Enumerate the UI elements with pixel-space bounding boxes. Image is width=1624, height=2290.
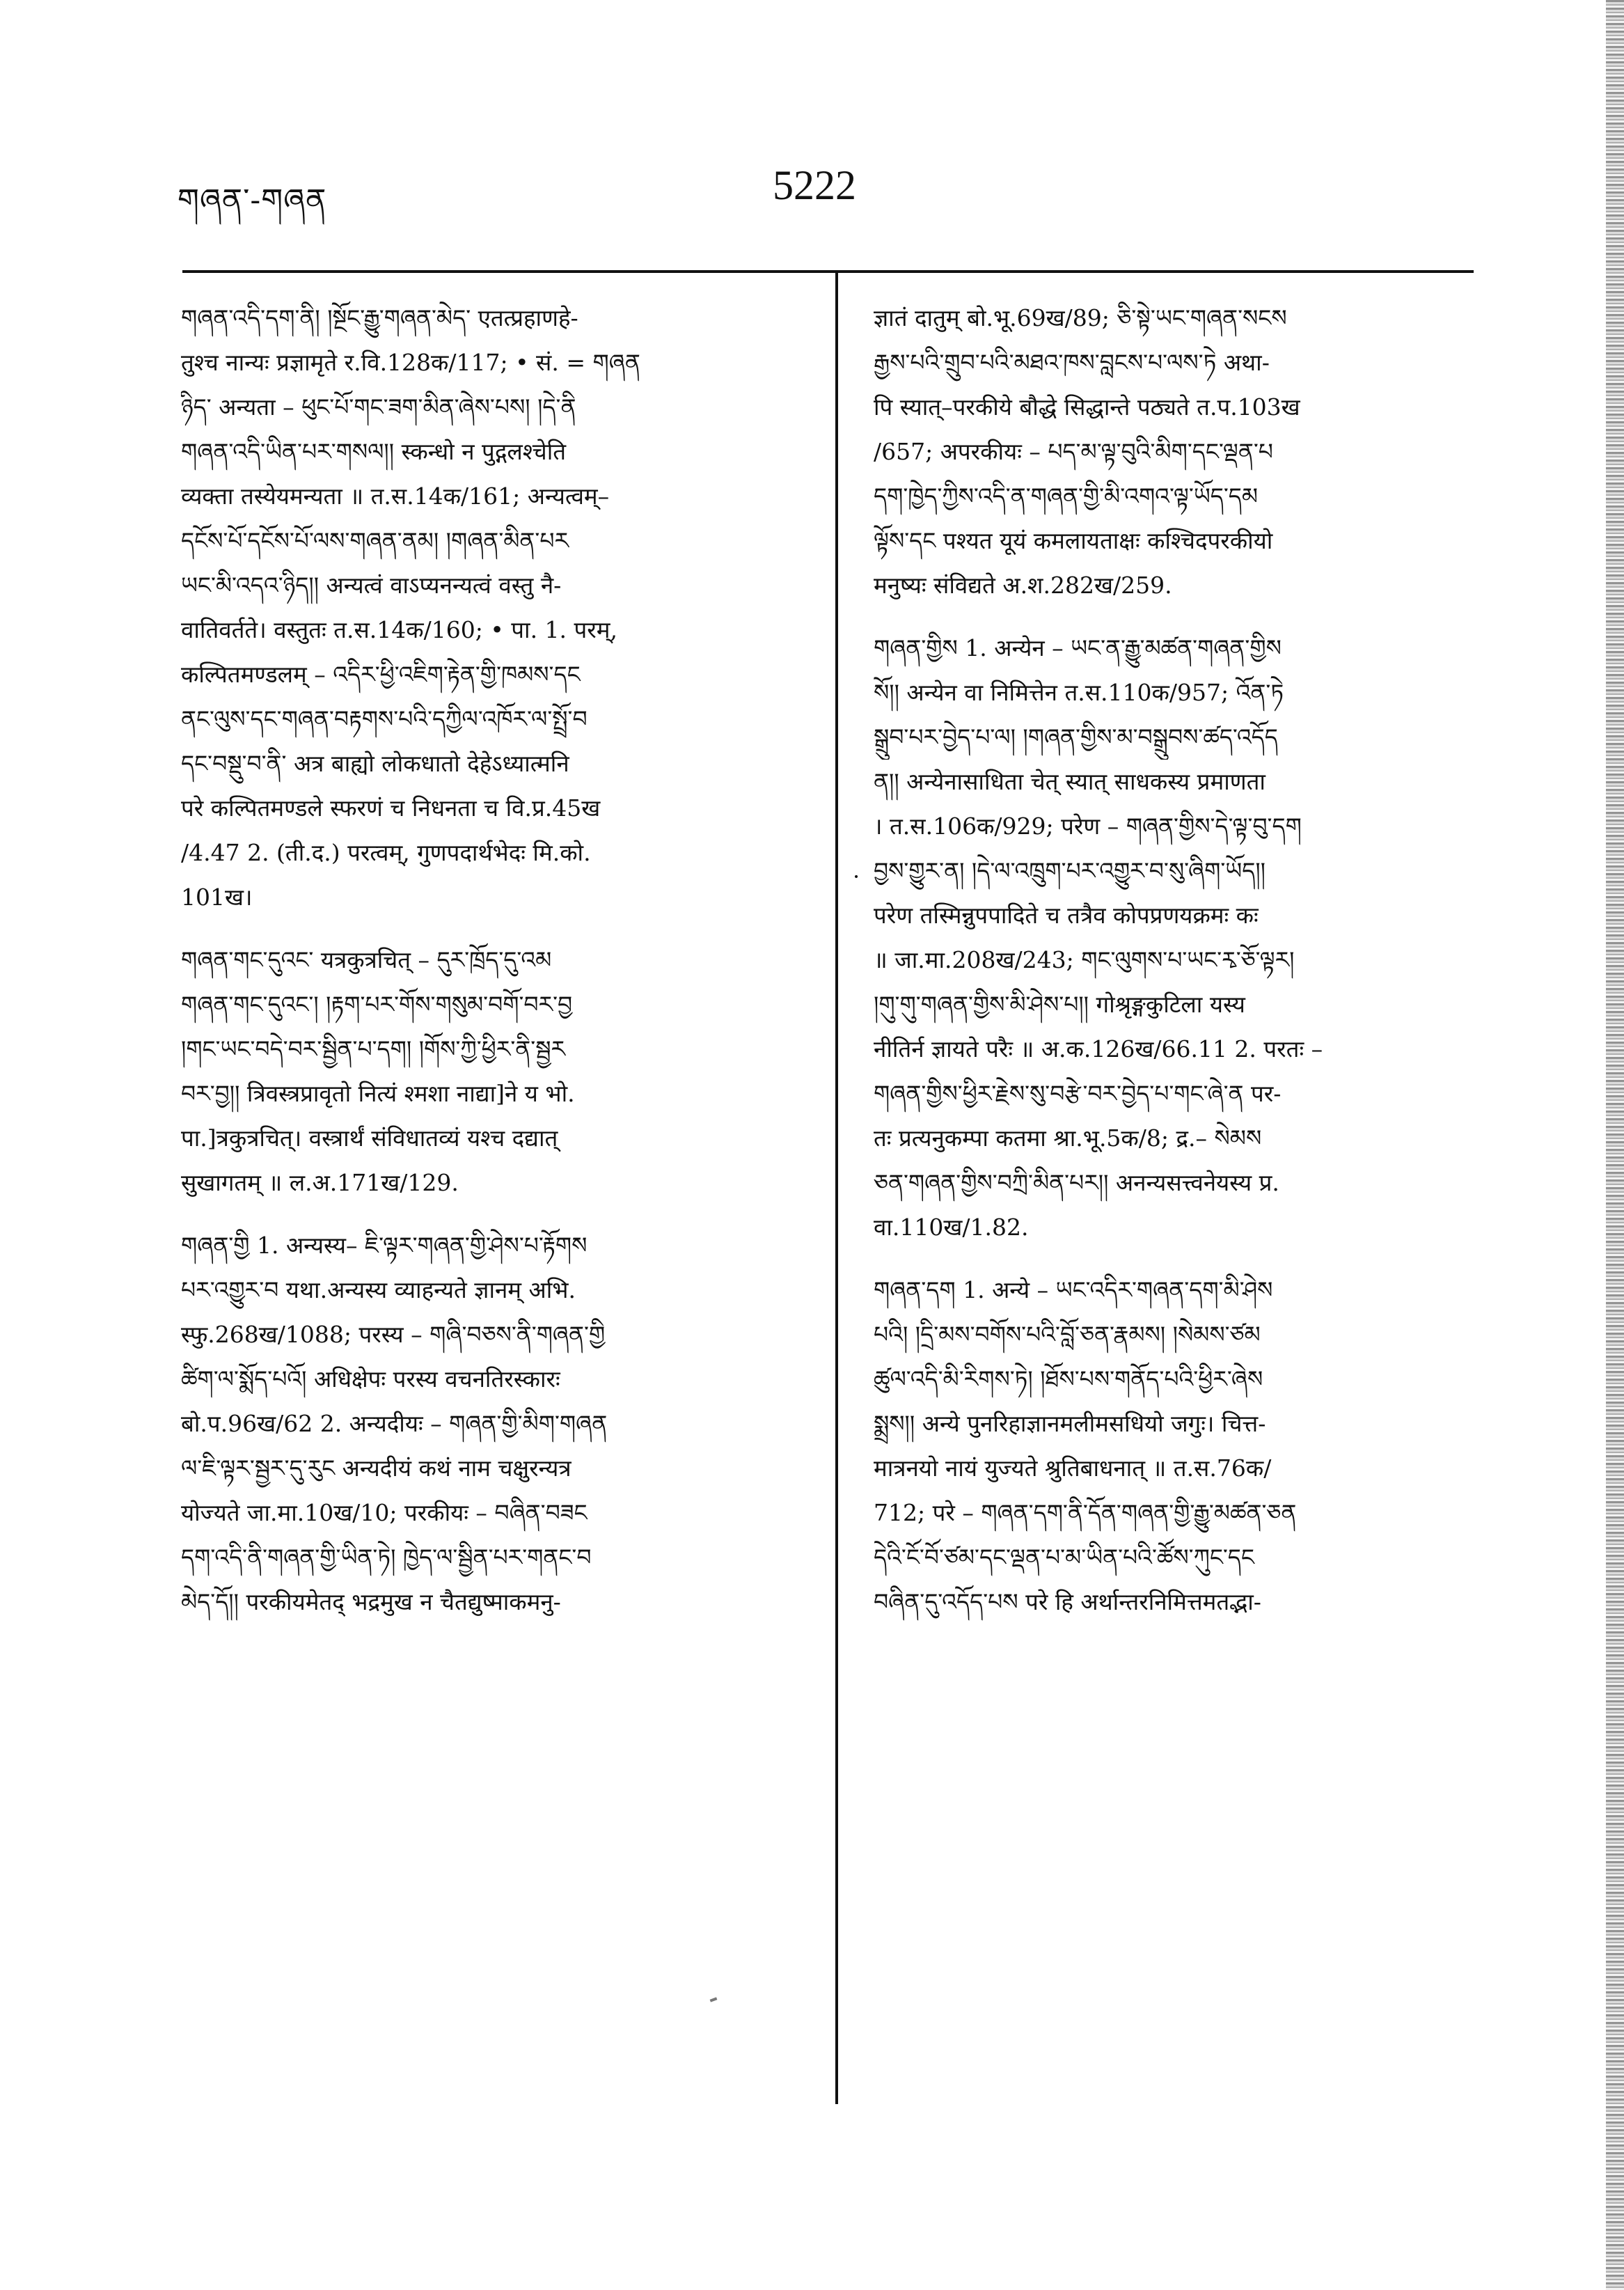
text-line: तुश्च नान्यः प्रज्ञामृते र.वि.128क/117; • सं. = གཞན bbox=[181, 349, 640, 376]
text-line: བྱས་གྱུར་ན། །དེ་ལ་འཁྲུག་པར་འགྱུར་བ་སུ་ཞིག་ཡོད།། bbox=[874, 857, 1266, 884]
text-line: परेण तस्मिन्नुपपादिते च तत्रैव कोपप्रणयक्रमः कः bbox=[874, 902, 1259, 929]
text-line: དག་ཁྱེད་ཀྱིས་འདི་ན་གཞན་གྱི་མི་འགའ་ལྟ་ཡོད་དམ bbox=[874, 483, 1259, 510]
text-line: नीतिर्न ज्ञायते परैः ॥ अ.क.126ख/66.11 2. परतः – bbox=[874, 1035, 1323, 1062]
left-column bbox=[181, 296, 794, 1624]
text-line: /657; अपरकीयः – པད་མ་ལྟ་བུའི་མིག་དང་ལྡན་པ bbox=[874, 438, 1273, 465]
text-line: ཚུལ་འདི་མི་རིགས་ཏེ། །ཐོས་པས་གནོད་པའི་ཕྱིར་ཞེས bbox=[874, 1365, 1263, 1393]
text-line: གཞན་གྱིས 1. अन्येन – ཡང་ན་རྒྱུ་མཚན་གཞན་གྱིས bbox=[874, 634, 1282, 661]
text-line: 101ख। bbox=[181, 884, 253, 911]
entry-block bbox=[874, 1268, 1472, 1624]
text-line: पि स्यात्–परकीये बौद्धे सिद्धान्ते पठ्यते त.प.103ख bbox=[874, 393, 1300, 421]
text-line: བར་བྱ།། त्रिवस्त्रप्रावृतो नित्यं श्मशा नाद्या]ने य भो. bbox=[181, 1080, 575, 1107]
text-line: དངོས་པོ་དངོས་པོ་ལས་གཞན་ནམ། །གཞན་མིན་པར bbox=[181, 527, 569, 554]
top-rule bbox=[182, 270, 1474, 273]
text-line: ॥ जा.मा.208ख/243; གང་ལུགས་པ་ཡང་རྭ་ཅོ་ལྟར། bbox=[874, 946, 1295, 973]
text-line: व्यक्ता तस्येयमन्यता ॥ त.स.14क/161; अन्यत्वम्– bbox=[181, 483, 610, 510]
text-line: ལྟོས་དང पश्यत यूयं कमलायताक्षः कश्चिदपरकीयो bbox=[874, 527, 1273, 554]
text-line: པའི། །དྲི་མས་བགོས་པའི་བློ་ཅན་རྣམས། །སེམས་ཙམ bbox=[874, 1321, 1261, 1348]
text-line: དང་བསྡུ་བ་ནི་ अत्र बाह्यो लोकधातो देहेऽध्यात्मनि bbox=[181, 750, 569, 777]
text-line: སོ།། अन्येन वा निमित्तेन त.स.110क/957; འོན་ཏེ bbox=[874, 679, 1284, 706]
running-head: གཞན་-གཞན bbox=[178, 182, 327, 218]
text-line: ལ་ཇི་ལྟར་སྦྱར་དུ་རུང अन्यदीयं कथं नाम चक्षुरन्यत्र bbox=[181, 1454, 571, 1482]
text-line: योज्यते जा.मा.10ख/10; परकीयः – བཞིན་བཟང bbox=[181, 1499, 588, 1526]
text-line: དག་འདི་ནི་གཞན་གྱི་ཡིན་ཏེ། ཁྱེད་ལ་སྦྱིན་པར་གནང་བ bbox=[181, 1544, 592, 1571]
column-divider bbox=[835, 273, 838, 2104]
text-line: ནང་ལུས་དང་གཞན་བརྟགས་པའི་དཀྱིལ་འཁོར་ལ་སྤྲོ་བ bbox=[181, 705, 588, 732]
text-line: ज्ञातं दातुम् बो.भू.69ख/89; ཅི་སྟེ་ཡང་གཞན་སངས bbox=[874, 304, 1287, 331]
text-line: མེད་དོ།། परकीयमेतद् भद्रमुख न चैतद्युष्माकमनु- bbox=[181, 1588, 561, 1615]
text-line: मनुष्यः संविद्यते अ.श.282ख/259. bbox=[874, 572, 1172, 599]
scan-speck bbox=[710, 1997, 718, 2002]
text-line: པར་འགྱུར་བ यथा.अन्यस्य व्याहन्यते ज्ञानम् अभि. bbox=[181, 1276, 576, 1303]
entry-block bbox=[181, 1223, 794, 1624]
text-line: पा.]त्रकुत्रचित्। वस्त्रार्थं संविधातव्यं यश्च दद्यात् bbox=[181, 1124, 558, 1152]
text-line: གཞན་གང་དུའང་། །རྟག་པར་གོས་གསུམ་བགོ་བར་བྱ bbox=[181, 991, 573, 1018]
text-line: གཞན་དག 1. अन्ये – ཡང་འདིར་གཞན་དག་མི་ཤེས bbox=[874, 1276, 1273, 1303]
entry-block bbox=[181, 938, 794, 1205]
page-number: 5222 bbox=[773, 162, 856, 208]
entry-block bbox=[874, 296, 1472, 608]
text-line: །གང་ཡང་བདེ་བར་སྦྱིན་པ་དག། །གོས་ཀྱི་ཕྱིར་ནི་སྦྱར bbox=[181, 1035, 566, 1062]
entry-block bbox=[181, 296, 794, 920]
text-line: स्फु.268ख/1088; परस्य – གཞི་བཅས་ནི་གཞན་གྱི bbox=[181, 1321, 606, 1348]
text-line: གཞན་གྱིས་ཕྱིར་རྗེས་སུ་བརྩེ་བར་བྱེད་པ་གང་ཞེ་ན पर- bbox=[874, 1080, 1282, 1107]
text-line: སྒྲུབ་པར་བྱེད་པ་ལ། །གཞན་གྱིས་མ་བསྒྲུབས་ཚད་འདོད bbox=[874, 723, 1278, 751]
text-line: ཡང་མི་འདའ་ཉིད།། अन्यत्वं वाऽप्यनन्यत्वं वस्तु नै- bbox=[181, 572, 562, 599]
text-line: གཞན་གྱི 1. अन्यस्य– ཇི་ལྟར་གཞན་གྱི་ཤེས་པ་རྟོགས bbox=[181, 1232, 588, 1259]
text-line: बो.प.96ख/62 2. अन्यदीयः – གཞན་གྱི་མིག་གཞན bbox=[181, 1410, 608, 1437]
text-line: तः प्रत्यनुकम्पा कतमा श्रा.भू.5क/8; द्र.– སེམས bbox=[874, 1124, 1262, 1152]
text-line: परे कल्पितमण्डले स्फरणं च निधनता च वि.प्र.45ख bbox=[181, 794, 601, 822]
text-line: །གུ་གུ་གཞན་གྱིས་མི་ཤེས་པ།། गोश्रृङ्गकुटिला यस्य bbox=[874, 991, 1245, 1018]
text-line: གཞན་འདི་དག་ནི། །སྔོང་རྒྱུ་གཞན་མེད་ एतत्प्रहाणहे- bbox=[181, 304, 578, 331]
text-line: सुखागतम् ॥ ल.अ.171ख/129. bbox=[181, 1169, 459, 1196]
text-line: वा.110ख/1.82. bbox=[874, 1214, 1029, 1241]
text-line: བཞིན་དུ་འདོད་པས परे हि अर्थान्तरनिमित्तमतद्भा- bbox=[874, 1588, 1261, 1615]
scan-edge-shadow bbox=[1606, 0, 1624, 2290]
entry-block bbox=[874, 626, 1472, 1250]
text-line: कल्पितमण्डलम् – འདིར་ཕྱི་འཇིག་རྟེན་གྱི་ཁམས་དང bbox=[181, 661, 581, 688]
text-line: । त.स.106क/929; परेण – གཞན་གྱིས་དེ་ལྟ་བུ་དག bbox=[874, 813, 1302, 840]
text-line: ཚིག་ལ་སྨོད་པའོ། अधिक्षेपः परस्य वचनतिरस्कारः bbox=[181, 1365, 560, 1393]
margin-dot: · bbox=[853, 863, 860, 890]
right-column bbox=[874, 296, 1472, 1624]
text-line: मात्रनयो नायं युज्यते श्रुतिबाधनात् ॥ त.स.76क/ bbox=[874, 1454, 1272, 1482]
text-line: ཅན་གཞན་གྱིས་བཀྲི་མིན་པར།། अनन्यसत्त्वनेयस्य प्र. bbox=[874, 1169, 1279, 1196]
text-line: वातिवर्तते। वस्तुतः त.स.14क/160; • पा. 1. परम्, bbox=[181, 616, 617, 643]
text-line: ན།། अन्येनासाधिता चेत् स्यात् साधकस्य प्रमाणता bbox=[874, 768, 1266, 795]
text-line: ཉིད་ अन्यता – ཕུང་པོ་གང་ཟག་མིན་ཞེས་པས། །དེ་ནི bbox=[181, 393, 576, 421]
text-line: /4.47 2. (ती.द.) परत्वम्, गुणपदार्थभेदः मि.को. bbox=[181, 839, 591, 866]
text-line: རྒྱས་པའི་གྲུབ་པའི་མཐའ་ཁས་བླངས་པ་ལས་ཏེ अथा- bbox=[874, 349, 1270, 376]
text-line: དེའི་ངོ་བོ་ཙམ་དང་ལྡན་པ་མ་ཡིན་པའི་ཚོས་ཀུང་དང bbox=[874, 1544, 1254, 1571]
text-line: སྨྲས།། अन्ये पुनरिहाज्ञानमलीमसधियो जगुः। चित्त- bbox=[874, 1410, 1266, 1437]
text-line: 712; परे – གཞན་དག་ནི་དོན་གཞན་གྱི་རྒྱུ་མཚན་ཅན bbox=[874, 1499, 1297, 1526]
text-line: གཞན་གང་དུའང་ यत्रकुत्रचित् – དུར་ཁྲོད་དུ་འམ bbox=[181, 946, 552, 973]
text-line: གཞན་འདི་ཡིན་པར་གསལ།། स्कन्धो न पुद्गलश्चेति bbox=[181, 438, 567, 465]
